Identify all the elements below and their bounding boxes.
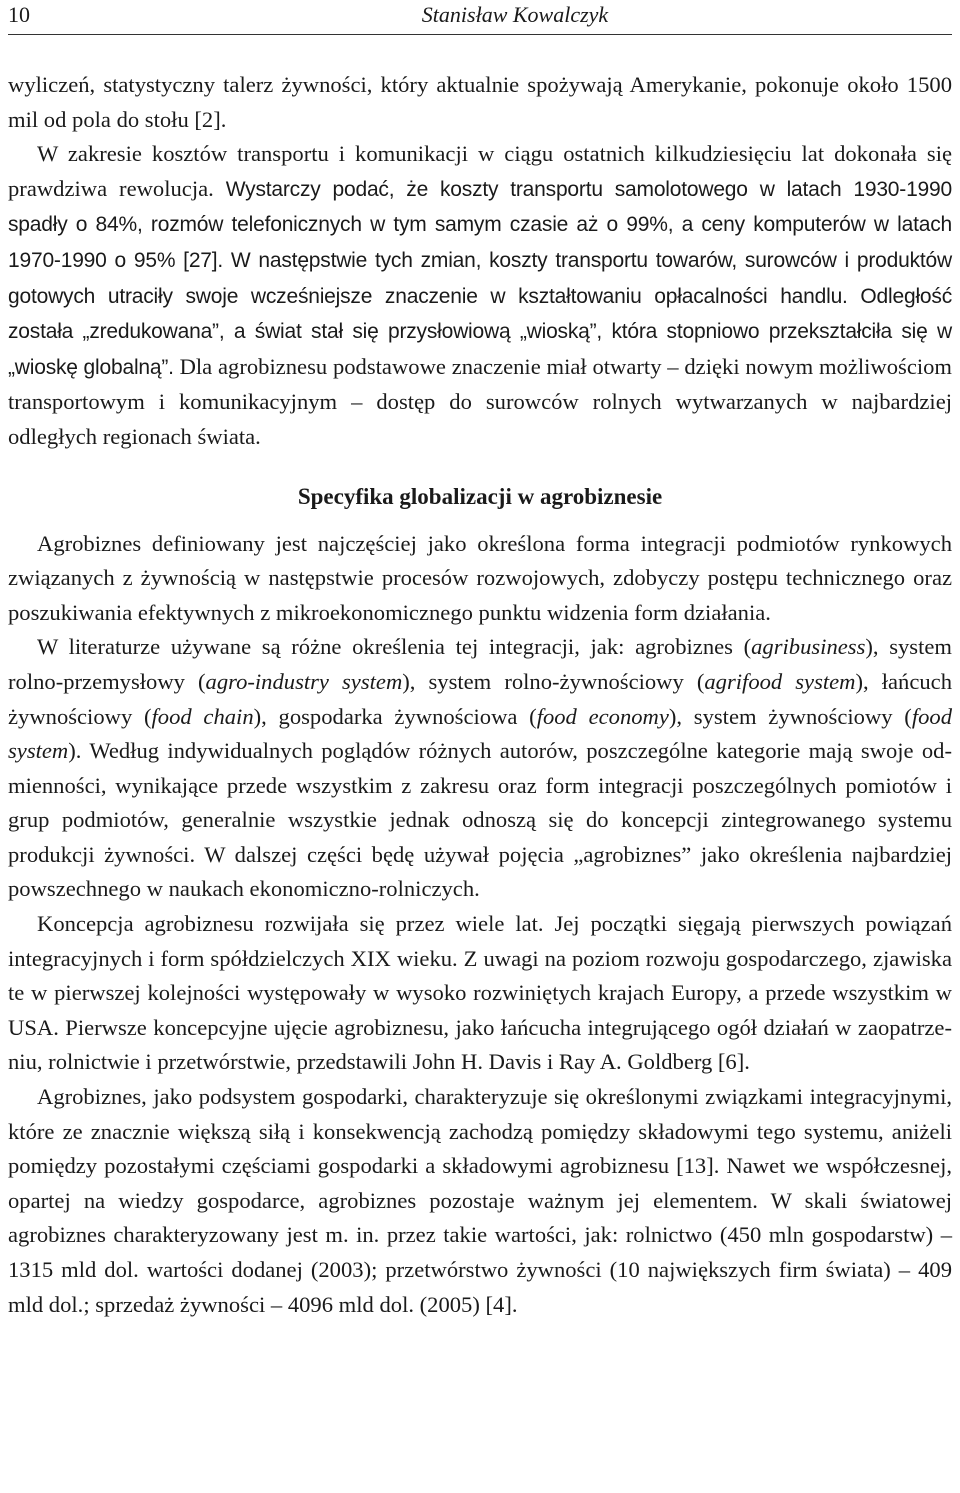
page-body <box>8 68 952 1322</box>
paragraph-text-part: W zakresie kosztów transportu i komunikacji w ciągu ostatnich kilkudziesięciu lat dokonała się prawdziwa rewolucja. <box>8 141 952 201</box>
page-number: 10 <box>8 2 30 27</box>
page-header <box>8 0 952 35</box>
paragraph-text-part: Dla agrobiznesu podstawowe znaczenie miał otwarty – dzięki nowym możliwościom transportowym i komunikacyjnym – dostęp do surowców rolnych wytwarzanych w najbardziej odległych regionach świata. <box>8 353 952 449</box>
paragraph-agribusiness-subsystem: Agrobiznes, jako podsystem gospodarki, charakteryzuje się określonymi związkami integracyjnymi, które ze znacznie większą siłą i konsekwencją zachodzą pomiędzy składowymi tego systemu, aniżeli pomiędzy pozostałymi częściami gospodarki a składowymi agrobiznesu [13]. Nawet we współczesnej, opartej na wiedzy gospodarce, agrobiznes pozostaje ważnym jej elementem. W skali światowej agrobiznes charakteryzowany jest m. in. przez takie wartości, jak: rolnictwo (450 mln gospodarstw) – 1315 mld dol. wartości dodanej (2003); przetwórstwo żywności (10 największych firm świata) – 409 mld dol.; sprzedaż żywności – 4096 mld dol. (2005) [4]. <box>8 1084 952 1317</box>
paragraph-text-sans-part: Wystarczy podać, że koszty transportu samolotowego w latach 1930-1990 spadły o 84%, rozmów telefonicznych w tym samym czasie aż o 99%, a ceny komputerów w latach 1970-1990 o 95% [27]. W następstwie tych zmian, koszty transportu towarów, surowców i produktów gotowych utraciły swoje wcześniejsze znaczenie w kształtowaniu opłacalności handlu. Odległość została „zredukowana”, a świat stał się przysłowiową „wioską”, która stopniowo przekształciła się w „wioskę globalną”. <box>8 177 952 379</box>
running-head-author: Stanisław Kowalczyk <box>421 2 609 27</box>
paragraph-text-part: W literaturze używane są różne określenia tej integracji, jak: agrobiznes ( <box>37 634 752 660</box>
paragraph-text-part: ), system rolno-przemysłowy ( <box>8 634 952 694</box>
paragraph-text-part: ). Według indywidualnych poglądów różnych autorów, poszczególne kategorie mają swoje odmienności, wynikające przede wszystkim z zakresu oraz form integracji poszczególnych pomiotów i grup podmiotów, generalnie wszystkie jednak odnoszą się do koncepcji zintegrowanego systemu produkcji żywności. W dalszej części będę używał pojęcia „agrobiznes” jako określenia najbardziej powszechnego w naukach ekonomiczno-rolniczych. <box>8 738 952 902</box>
paragraph-text-part: ), łańcuch żywnościowy ( <box>8 668 953 729</box>
italic-term: food chain <box>151 703 254 729</box>
italic-term: agribusiness <box>751 634 866 660</box>
paragraph-continuation: wyliczeń, statystyczny talerz żywności, który aktualnie spożywają Amerykanie, pokonuje około 1500 mil od pola do stołu [2]. <box>8 72 952 132</box>
italic-term: agro-industry system <box>205 668 403 694</box>
paragraph-text-part: ), system rolno-żywnościowy ( <box>402 668 705 694</box>
section-heading: Specyfika globalizacji w agrobiznesie <box>297 483 663 509</box>
paragraph-transport-costs <box>8 137 952 454</box>
italic-term: food economy <box>536 703 669 729</box>
italic-term: agrifood system <box>704 668 856 694</box>
italic-term: food system <box>8 703 952 764</box>
paragraph-terminology <box>8 630 952 907</box>
paragraph-text-part: ), gospodarka żywnościowa ( <box>253 703 537 729</box>
paragraph-concept-history: Koncepcja agrobiznesu rozwijała się przez wiele lat. Jej początki sięgają pierwszych powiązań integracyjnych i form spółdzielczych XIX wieku. Z uwagi na poziom rozwoju gospodarczego, zjawiska te w pierwszej kolejności występowały w wysoko rozwiniętych krajach Europy, a przede wszystkim w USA. Pierwsze koncepcyjne ujęcie agrobiznesu, jako łańcucha integrującego ogół działań w zaopatrzeniu, rolnictwie i przetwórstwie, przedstawili John H. Davis i Ray A. Goldberg [6]. <box>8 911 952 1075</box>
paragraph-text-part: ), system żywnościowy ( <box>668 703 912 729</box>
paragraph-agribusiness-definition: Agrobiznes definiowany jest najczęściej jako określona forma integracji podmiotów rynkowych związanych z żywnością w następstwie procesów rozwojowych, zdobyczy postępu technicznego oraz poszukiwania efektywnych z mikroekonomicznego punktu widzenia form działania. <box>8 530 952 625</box>
